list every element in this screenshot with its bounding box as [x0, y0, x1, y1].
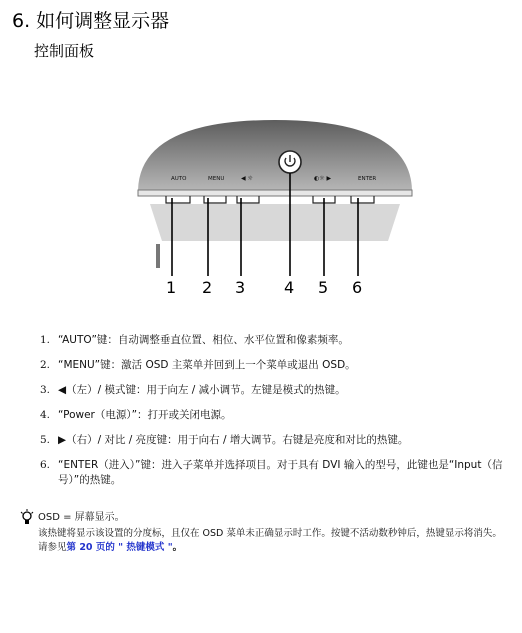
item-number: 4.	[40, 409, 51, 421]
control-panel-illustration	[130, 86, 420, 298]
callout-3: 3	[235, 278, 246, 297]
item-text: ▶（右）/ 对比 / 亮度键：用于向右 / 增大调节。右键是亮度和对比的热键。	[58, 434, 409, 446]
item-text: “AUTO”键：自动调整垂直位置、相位、水平位置和像素频率。	[58, 334, 349, 346]
list-item	[40, 408, 510, 423]
subsection-heading: 控制面板	[34, 42, 95, 60]
label-enter: ENTER	[358, 176, 377, 182]
list-item	[40, 433, 510, 448]
item-number: 6.	[40, 459, 51, 471]
callout-5: 5	[318, 278, 329, 297]
list-item	[40, 458, 510, 488]
tip-body-text: 该热键将显示该设置的分度标，且仅在 OSD 菜单未正确显示时工作。按键不活动数秒钟后，热键显示将消失。请参见	[38, 528, 502, 553]
tip-box	[20, 511, 510, 555]
hotkey-mode-link[interactable]: 第 20 页的 " 热键模式 "	[66, 542, 173, 553]
section-heading: 6. 如何调整显示器	[12, 10, 170, 32]
item-text: ◀（左）/ 模式键：用于向左 / 减小调节。左键是模式的热键。	[58, 384, 346, 396]
callout-2: 2	[202, 278, 213, 297]
list-item	[40, 333, 510, 348]
item-number: 1.	[40, 334, 51, 346]
label-menu: MENU	[208, 176, 225, 182]
button-description-list	[40, 333, 510, 498]
tip-body	[38, 527, 510, 555]
item-number: 2.	[40, 359, 51, 371]
callout-1: 1	[166, 278, 177, 297]
item-number: 5.	[40, 434, 51, 446]
item-text: “ENTER（进入）”键：进入子菜单并选择项目。对于具有 DVI 输入的型号，此键也是“Input（信号）”的热键。	[58, 459, 503, 486]
tip-title: OSD = 屏幕显示。	[38, 512, 125, 523]
item-text: “MENU”键：激活 OSD 主菜单并回到上一个菜单或退出 OSD。	[58, 359, 356, 371]
label-auto: AUTO	[171, 176, 187, 182]
tip-body-end: 。	[172, 542, 183, 553]
label-right: ◐☼ ▶	[314, 175, 332, 182]
lightbulb-icon	[20, 509, 34, 527]
label-left: ◀ ☼	[241, 175, 253, 182]
item-text: “Power（电源）”：打开或关闭电源。	[58, 409, 232, 421]
callout-4: 4	[284, 278, 295, 297]
list-item	[40, 383, 510, 398]
list-item	[40, 358, 510, 373]
item-number: 3.	[40, 384, 51, 396]
callout-6: 6	[352, 278, 363, 297]
